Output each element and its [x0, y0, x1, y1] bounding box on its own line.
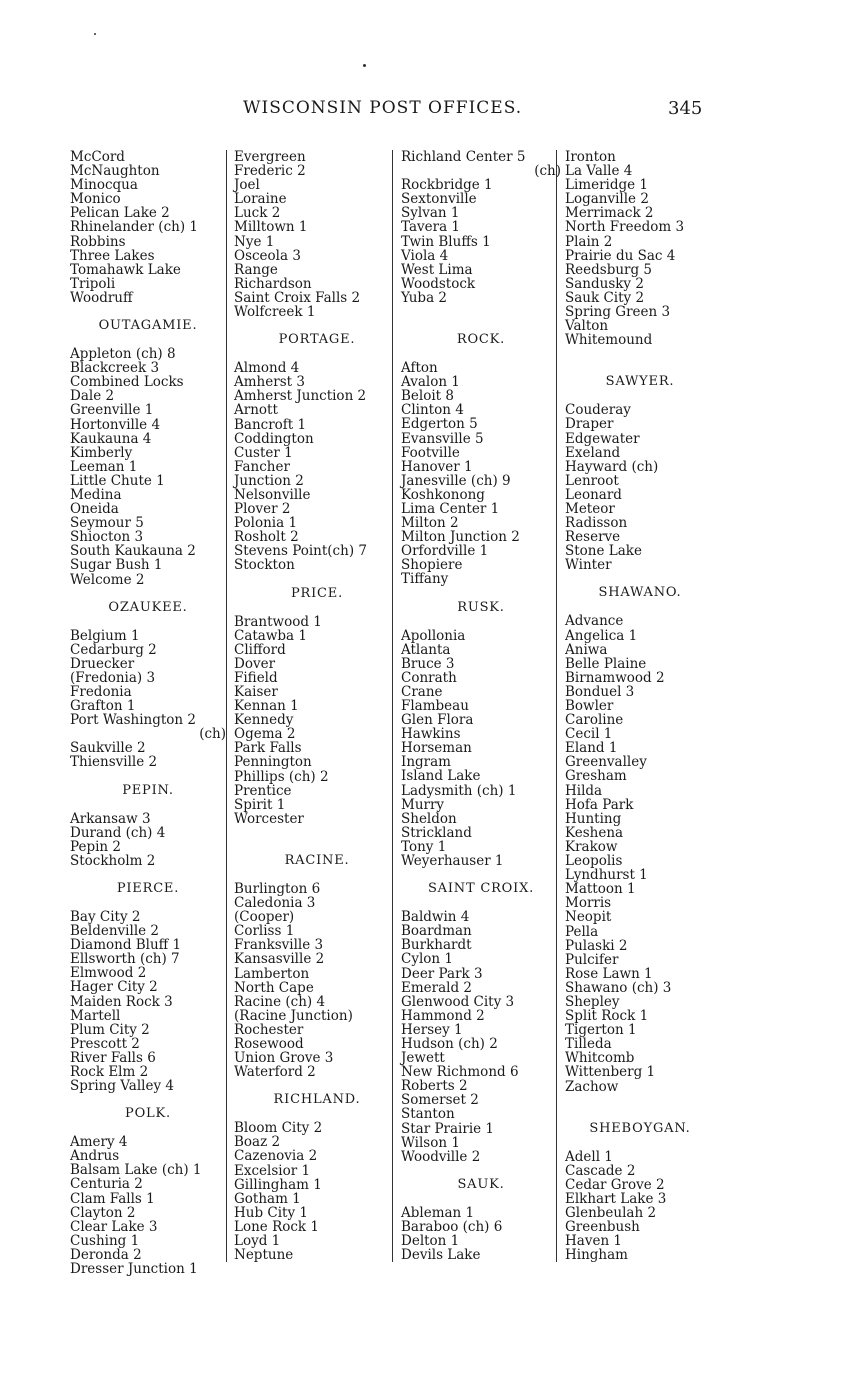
post-office-entry: Somerset 2 [401, 1092, 479, 1109]
post-office-entry: Advance [565, 613, 624, 630]
post-office-entry: Glenbeulah 2 [565, 1205, 657, 1221]
post-office-entry: Plum City 2 [70, 1021, 150, 1038]
county-heading: SAINT CROIX. [427, 881, 535, 897]
post-office-entry: Prescott 2 [70, 1035, 140, 1052]
page-title: WISCONSIN POST OFFICES. [243, 98, 523, 118]
post-office-entry: Hub City 1 [234, 1204, 308, 1221]
post-office-entry: Hayward (ch) [565, 458, 659, 475]
post-office-entry: Rose Lawn 1 [565, 965, 653, 982]
post-office-entry: Welcome 2 [70, 571, 145, 588]
post-office-entry: Caledonia 3 [234, 895, 316, 912]
post-office-entry: Hudson (ch) 2 [401, 1035, 498, 1052]
post-office-entry: Reserve [565, 529, 621, 546]
post-office-entry: Glen Flora [401, 712, 474, 729]
post-office-entry: Sylvan 1 [401, 205, 460, 222]
post-office-entry: Valton [565, 318, 609, 335]
post-office-entry: Kennan 1 [234, 698, 299, 715]
post-office-entry: Elmwood 2 [70, 965, 147, 982]
post-office-entry: Whitemound [565, 332, 653, 349]
post-office-entry: Split Rock 1 [565, 1008, 649, 1025]
post-office-entry: Leonard [565, 486, 622, 503]
post-office-entry: Little Chute 1 [70, 472, 165, 489]
post-office-entry: Wilson 1 [401, 1134, 460, 1151]
post-office-entry: Excelsior 1 [234, 1162, 311, 1179]
print-speck [94, 33, 96, 35]
post-office-entry: Waterford 2 [234, 1064, 316, 1081]
post-office-entry: (Racine Junction) [234, 1007, 353, 1024]
post-office-entry: Corliss 1 [234, 923, 295, 940]
post-office-entry: Tigerton 1 [565, 1022, 637, 1039]
post-office-entry: Cushing 1 [70, 1232, 140, 1249]
post-office-entry: Flambeau [401, 698, 469, 714]
spacer [401, 305, 561, 319]
post-office-entry: Birnamwood 2 [565, 669, 665, 686]
post-office-entry: Wolfcreek 1 [234, 304, 316, 321]
post-office-entry: Polonia 1 [234, 515, 298, 532]
post-office-entry: Joel [234, 177, 260, 194]
post-office-entry: Coddington [234, 430, 314, 447]
post-office-entry: Shiocton 3 [70, 529, 144, 546]
post-office-entry: Catawba 1 [234, 627, 307, 644]
post-office-entry: Dale 2 [70, 388, 115, 405]
post-office-entry: Richardson [234, 275, 312, 292]
post-office-entry: Elkhart Lake 3 [565, 1190, 667, 1207]
post-office-entry: Rosewood [234, 1035, 304, 1052]
post-office-entry: Angelica 1 [565, 627, 638, 644]
post-office-entry: Meteor [565, 500, 615, 517]
post-office-entry: Whitcomb [565, 1050, 635, 1067]
post-office-entry: Greenvalley [565, 754, 647, 771]
post-office-continuation: (ch) [534, 163, 561, 180]
post-office-entry: Blackcreek 3 [70, 360, 160, 377]
post-office-entry: Caroline [565, 712, 624, 729]
post-office-entry: Leopolis [565, 853, 623, 870]
post-office-entry: Fredonia [70, 684, 132, 700]
post-office-entry: Saint Croix Falls 2 [234, 289, 361, 306]
post-office-entry: Bonduel 3 [565, 683, 635, 700]
post-office-entry: Neptune [234, 1247, 294, 1264]
post-office-entry: Bancroft 1 [234, 416, 307, 433]
post-office-entry: Pulcifer [565, 951, 619, 968]
column-2 [226, 150, 400, 1262]
post-office-entry: Clinton 4 [401, 402, 464, 419]
post-office-entry: Ellsworth (ch) 7 [70, 951, 180, 968]
post-office-entry: Orfordville 1 [401, 543, 489, 560]
post-office-entry: Cedar Grove 2 [565, 1176, 665, 1193]
post-office-entry: Delton 1 [401, 1233, 460, 1249]
post-office-entry: Richland Center 5 [401, 149, 526, 165]
post-office-entry: Loganville 2 [565, 191, 649, 208]
post-office-entry: Almond 4 [234, 360, 300, 377]
post-office-entry: Hilda [565, 782, 603, 799]
post-office-entry: Martell [70, 1007, 121, 1024]
post-office-entry: Milton Junction 2 [401, 529, 520, 546]
post-office-entry: Osceola 3 [234, 247, 301, 264]
post-office-entry: Janesville (ch) 9 [401, 472, 511, 489]
post-office-entry: Draper [565, 416, 614, 433]
post-office-entry: Robbins [70, 233, 126, 250]
post-office-entry: Brantwood 1 [234, 613, 322, 630]
post-office-entry: Koshkonong [401, 486, 485, 503]
post-office-entry: Cascade 2 [565, 1162, 636, 1179]
post-office-entry: Amery 4 [70, 1134, 128, 1151]
post-office-entry: Emerald 2 [401, 979, 472, 996]
post-office-entry: Saukville 2 [70, 740, 146, 757]
county-heading: POLK. [125, 1106, 171, 1122]
post-office-entry: Yuba 2 [401, 289, 448, 306]
post-office-entry: Atlanta [401, 641, 451, 658]
post-office-entry: Kaukauna 4 [70, 430, 152, 447]
column-1 [70, 149, 226, 1277]
post-office-entry: Clear Lake 3 [70, 1218, 158, 1235]
post-office-entry: Baraboo (ch) 6 [401, 1218, 503, 1235]
post-office-entry: Phillips (ch) 2 [234, 768, 329, 785]
print-speck [363, 64, 366, 67]
post-office-entry: Leeman 1 [70, 458, 138, 475]
post-office-entry: Prentice [234, 782, 292, 799]
post-office-entry: Bruce 3 [401, 655, 455, 672]
post-office-entry: Ingram [401, 754, 451, 771]
post-office-entry: Hammond 2 [401, 1007, 485, 1024]
post-office-entry: Evergreen [234, 149, 306, 165]
post-office-entry: Nelsonville [234, 486, 311, 503]
post-office-entry: North Cape [234, 979, 314, 996]
post-office-entry: Greenbush [565, 1219, 640, 1236]
post-office-entry: Tomahawk Lake [70, 261, 181, 278]
post-office-entry: Pelican Lake 2 [70, 205, 170, 222]
post-office-entry: Plover 2 [234, 501, 291, 518]
post-office-entry: Hersey 1 [401, 1021, 463, 1038]
post-office-entry: Star Prairie 1 [401, 1120, 495, 1137]
column-3 [392, 150, 561, 1262]
post-office-entry: Tavera 1 [401, 219, 461, 236]
county-heading: PIERCE. [116, 880, 180, 896]
post-office-entry: West Lima [401, 261, 473, 278]
post-office-entry: Belgium 1 [70, 627, 140, 644]
post-office-entry: Boaz 2 [234, 1134, 281, 1151]
post-office-entry: Nye 1 [234, 233, 275, 250]
post-office-entry: Grafton 1 [70, 698, 136, 715]
post-office-entry: Cylon 1 [401, 951, 453, 968]
post-office-entry: Shepley [565, 993, 620, 1010]
post-office-entry: New Richmond 6 [401, 1064, 519, 1081]
post-office-entry: Wittenberg 1 [565, 1064, 656, 1081]
post-office-entry: Range [234, 261, 278, 278]
post-office-entry: Minocqua [70, 177, 138, 194]
post-office-entry: Radisson [565, 515, 628, 532]
post-office-entry: Beloit 8 [401, 388, 454, 405]
post-office-entry: (Cooper) [234, 909, 295, 926]
county-heading: RUSK. [457, 599, 505, 615]
post-office-entry: Sandusky 2 [565, 275, 644, 292]
post-office-entry: Frederic 2 [234, 163, 306, 180]
post-office-entry: Tripoli [70, 275, 116, 292]
post-office-entry: Limeridge 1 [565, 177, 648, 194]
post-office-entry: Tony 1 [401, 838, 447, 855]
column-4 [556, 150, 715, 1262]
post-office-entry: Twin Bluffs 1 [401, 233, 491, 250]
post-office-entry: Rosholt 2 [234, 529, 299, 546]
post-office-entry: Boardman [401, 923, 472, 940]
post-office-entry: Union Grove 3 [234, 1050, 334, 1067]
post-office-entry: Balsam Lake (ch) 1 [70, 1162, 202, 1179]
post-office-entry: Milltown 1 [234, 219, 308, 236]
post-office-entry: Gotham 1 [234, 1190, 301, 1207]
post-office-entry: Three Lakes [70, 247, 155, 264]
post-office-entry: Cedarburg 2 [70, 641, 157, 658]
county-heading: PRICE. [290, 585, 344, 601]
post-office-entry: Port Washington 2 [70, 712, 196, 729]
post-office-entry: Strickland [401, 824, 472, 841]
post-office-entry: Amherst 3 [234, 374, 305, 391]
county-heading: SAWYER. [605, 374, 675, 390]
post-office-entry: Crane [401, 683, 443, 700]
post-office-entry: Lyndhurst 1 [565, 867, 648, 884]
county-heading: RACINE. [284, 852, 350, 868]
post-office-entry: Lenroot [565, 472, 619, 489]
post-office-entry: Worcester [234, 810, 304, 827]
post-office-entry: Ogema 2 [234, 726, 296, 743]
post-office-entry: McNaughton [70, 163, 160, 180]
post-office-entry: Deronda 2 [70, 1246, 142, 1263]
post-office-entry: Morris [565, 895, 612, 912]
post-office-entry: Durand (ch) 4 [70, 824, 166, 841]
post-office-entry: Cazenovia 2 [234, 1148, 318, 1165]
post-office-entry: Lone Rock 1 [234, 1218, 319, 1235]
post-office-entry: Island Lake [401, 768, 481, 785]
post-office-entry: Exeland [565, 444, 621, 461]
post-office-entry: Clayton 2 [70, 1204, 136, 1221]
post-office-entry: Lima Center 1 [401, 500, 500, 517]
post-office-entry: Hawkins [401, 726, 461, 743]
county-heading: PORTAGE. [278, 332, 356, 348]
post-office-entry: Adell 1 [565, 1148, 613, 1165]
post-office-entry: Woodruff [70, 289, 133, 306]
post-office-entry: Horseman [401, 740, 472, 757]
post-office-entry: Loyd 1 [234, 1233, 281, 1249]
post-office-entry: Clam Falls 1 [70, 1190, 155, 1207]
post-office-entry: Edgewater [565, 430, 640, 447]
post-office-entry: Avalon 1 [401, 374, 460, 391]
county-heading: PEPIN. [122, 782, 174, 798]
post-office-entry: Krakow [565, 838, 618, 855]
post-office-entry: Pulaski 2 [565, 937, 628, 954]
post-office-entry: Appleton (ch) 8 [70, 346, 176, 363]
post-office-entry: Hofa Park [565, 796, 634, 813]
post-office-entry: Druecker [70, 655, 135, 672]
post-office-entry: Arnott [234, 402, 278, 419]
post-office-entry: Kaiser [234, 684, 278, 700]
post-office-entry: Conrath [401, 669, 457, 686]
post-office-entry: Baldwin 4 [401, 909, 470, 926]
post-office-entry: Seymour 5 [70, 515, 144, 532]
post-office-entry: Pepin 2 [70, 838, 122, 855]
post-office-entry: Edgerton 5 [401, 416, 478, 433]
post-office-entry: Plain 2 [565, 233, 613, 250]
post-office-entry: Arkansaw 3 [70, 810, 151, 827]
post-office-entry: Centuria 2 [70, 1176, 143, 1193]
post-office-entry: Keshena [565, 824, 624, 841]
post-office-entry: North Freedom 3 [565, 219, 685, 236]
post-office-entry: Glenwood City 3 [401, 993, 515, 1010]
post-office-entry: Gresham [565, 768, 627, 785]
post-office-entry: Apollonia [401, 627, 466, 644]
county-heading: ROCK. [456, 332, 506, 348]
post-office-entry: Zachow [565, 1078, 619, 1095]
post-office-entry: Lamberton [234, 965, 310, 982]
post-office-entry: Stockton [234, 557, 295, 574]
post-office-entry: Pennington [234, 754, 312, 771]
post-office-entry: Stanton [401, 1106, 455, 1123]
post-office-entry: Gillingham 1 [234, 1176, 322, 1193]
post-office-entry: Burlington 6 [234, 880, 321, 897]
post-office-entry: Deer Park 3 [401, 965, 483, 982]
county-heading: OUTAGAMIE. [98, 318, 198, 334]
post-office-entry: Belle Plaine [565, 655, 647, 672]
post-office-entry: Bloom City 2 [234, 1120, 323, 1137]
post-office-entry: Footville [401, 444, 460, 461]
post-office-entry: Hortonville 4 [70, 416, 161, 433]
post-office-entry: Ableman 1 [401, 1204, 475, 1221]
post-office-entry: Aniwa [565, 641, 608, 658]
post-office-entry: Sauk City 2 [565, 289, 645, 306]
post-office-entry: Stevens Point(ch) 7 [234, 543, 367, 560]
county-heading: OZAUKEE. [108, 599, 188, 615]
post-office-entry: Fancher [234, 458, 290, 475]
post-office-entry: Spirit 1 [234, 796, 286, 813]
post-office-entry: Andrus [70, 1148, 120, 1165]
county-heading: SHEBOYGAN. [589, 1120, 691, 1136]
post-office-entry: Afton [401, 360, 438, 377]
post-office-entry: (Fredonia) 3 [70, 669, 156, 686]
post-office-entry: Viola 4 [401, 247, 449, 264]
post-office-entry: La Valle 4 [565, 163, 633, 180]
post-office-entry: Dresser Junction 1 [70, 1261, 198, 1277]
post-office-entry: Burkhardt [401, 937, 472, 954]
post-office-entry: Evansville 5 [401, 430, 484, 447]
spacer [565, 1094, 715, 1108]
post-office-entry: Bowler [565, 698, 614, 714]
post-office-entry: Pella [565, 923, 599, 940]
post-office-entry: Hingham [565, 1247, 628, 1264]
post-office-entry: Tiffany [401, 571, 449, 588]
post-office-entry: Eland 1 [565, 740, 618, 757]
post-office-entry: Prairie du Sac 4 [565, 247, 676, 264]
post-office-entry: Weyerhauser 1 [401, 853, 504, 870]
post-office-entry: Murry [401, 796, 445, 813]
post-office-entry: Tilleda [565, 1036, 612, 1053]
post-office-entry: Spring Valley 4 [70, 1078, 174, 1095]
post-office-entry: Beldenville 2 [70, 923, 160, 940]
post-office-entry: Roberts 2 [401, 1078, 468, 1095]
post-office-entry: Reedsburg 5 [565, 261, 653, 278]
post-office-entry: Cecil 1 [565, 726, 613, 743]
post-office-entry: Rochester [234, 1021, 304, 1038]
post-office-entry: Milton 2 [401, 515, 459, 532]
page-header [0, 98, 859, 128]
post-office-entry: Loraine [234, 191, 287, 208]
county-heading: SHAWANO. [598, 585, 682, 601]
post-office-entry: Kimberly [70, 444, 133, 461]
post-office-entry: Neopit [565, 909, 612, 926]
post-office-entry: Sextonville [401, 191, 477, 208]
post-office-entry: Kennedy [234, 712, 294, 729]
post-office-entry: Merrimack 2 [565, 205, 654, 222]
page-number: 345 [668, 98, 703, 119]
post-office-entry: Haven 1 [565, 1233, 623, 1250]
post-office-entry: Fifield [234, 669, 278, 686]
post-office-entry: Amherst Junction 2 [234, 388, 367, 405]
post-office-entry: Woodville 2 [401, 1148, 481, 1165]
post-office-entry: Ladysmith (ch) 1 [401, 782, 517, 799]
post-office-entry: Hager City 2 [70, 979, 158, 996]
post-office-entry: Sheldon [401, 810, 457, 827]
post-office-entry: Ironton [565, 149, 616, 165]
post-office-entry: Oneida [70, 501, 119, 518]
post-office-entry: Rockbridge 1 [401, 177, 493, 194]
post-office-entry: Hanover 1 [401, 458, 473, 475]
post-office-entry: Jewett [401, 1050, 445, 1067]
post-office-columns [62, 149, 722, 1277]
post-office-entry: Winter [565, 557, 612, 574]
post-office-entry: Clifford [234, 641, 286, 658]
post-office-entry: Hunting [565, 810, 622, 827]
post-office-entry: Stockholm 2 [70, 852, 156, 869]
post-office-entry: Racine (ch) 4 [234, 993, 326, 1010]
post-office-continuation: (ch) [199, 726, 226, 743]
post-office-entry: Sugar Bush 1 [70, 557, 163, 574]
post-office-entry: Spring Green 3 [565, 304, 671, 321]
post-office-entry: Franksville 3 [234, 937, 324, 954]
post-office-entry: Luck 2 [234, 205, 281, 222]
post-office-entry: Shawano (ch) 3 [565, 979, 672, 996]
post-office-entry: Dover [234, 655, 276, 672]
county-heading: SAUK. [457, 1176, 505, 1192]
post-office-entry: South Kaukauna 2 [70, 543, 196, 560]
post-office-entry: Bay City 2 [70, 908, 141, 925]
spacer [234, 826, 400, 840]
county-heading: RICHLAND. [273, 1092, 361, 1108]
post-office-entry: Rock Elm 2 [70, 1063, 149, 1080]
post-office-entry: Junction 2 [234, 472, 304, 489]
post-office-entry: River Falls 6 [70, 1049, 156, 1066]
post-office-entry: Couderay [565, 402, 631, 419]
post-office-entry: Mattoon 1 [565, 881, 636, 898]
post-office-entry: Park Falls [234, 740, 302, 757]
post-office-entry: Medina [70, 486, 122, 503]
post-office-entry: Monico [70, 191, 121, 208]
post-office-entry: Combined Locks [70, 374, 184, 391]
post-office-entry: Rhinelander (ch) 1 [70, 219, 198, 236]
post-office-entry: Custer 1 [234, 444, 293, 461]
post-office-entry: Devils Lake [401, 1247, 481, 1264]
post-office-entry: McCord [70, 149, 125, 165]
post-office-entry: Kansasville 2 [234, 951, 325, 968]
post-office-entry: Greenville 1 [70, 402, 154, 419]
post-office-entry: Diamond Bluff 1 [70, 937, 182, 954]
spacer [565, 347, 715, 361]
post-office-entry: Shopiere [401, 557, 463, 574]
post-office-entry: Stone Lake [565, 543, 642, 560]
post-office-entry: Woodstock [401, 275, 476, 292]
post-office-entry: Thiensville 2 [70, 754, 158, 771]
post-office-entry: Maiden Rock 3 [70, 993, 173, 1010]
